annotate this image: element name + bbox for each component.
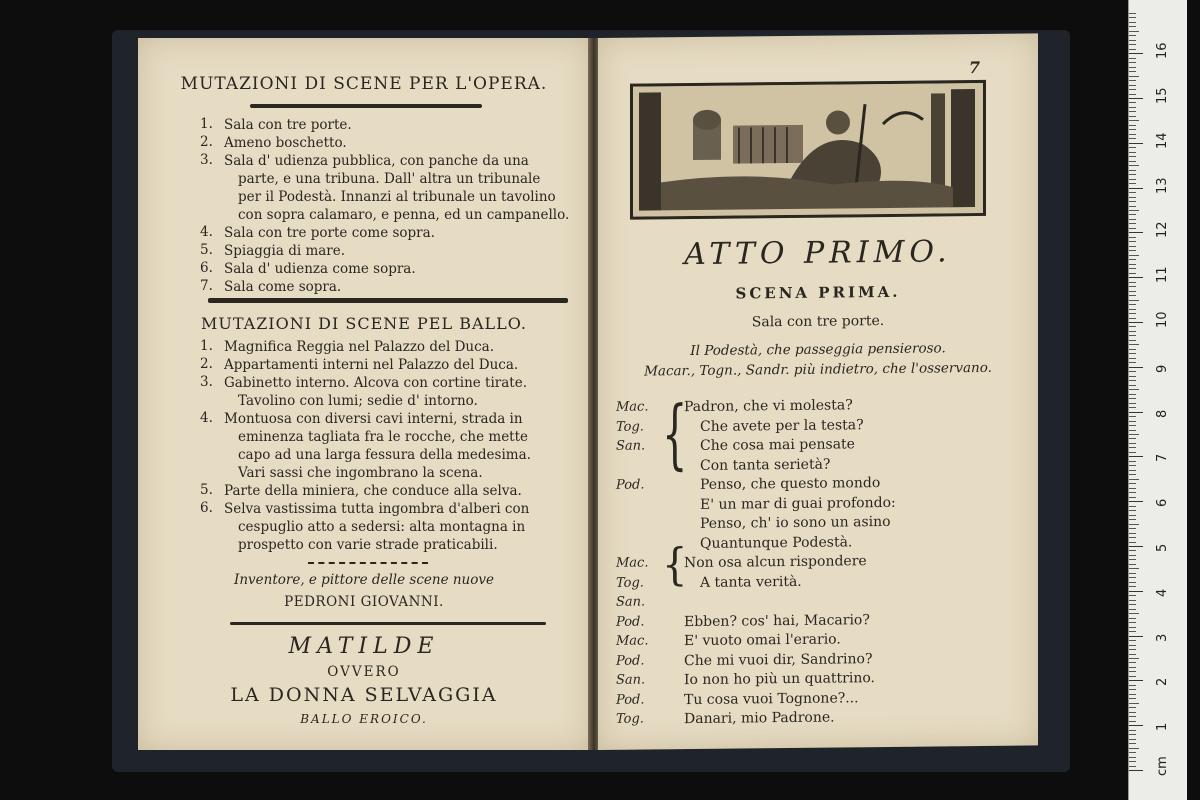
ruler-tick	[1129, 71, 1136, 72]
ruler-tick	[1129, 394, 1136, 395]
ruler-tick	[1129, 210, 1139, 211]
scene-number: 4.	[200, 410, 213, 426]
ruler-tick	[1129, 461, 1136, 462]
scene-description: Sala come sopra.	[224, 279, 342, 295]
ruler-tick	[1129, 111, 1136, 112]
ruler-tick	[1129, 49, 1136, 50]
scene-description: parte, e una tribuna. Dall' altra un tribunale	[238, 171, 541, 187]
scene-description: con sopra calamaro, e penna, ed un campanello.	[238, 207, 570, 223]
dialogue-line: Ebben? cos' hai, Macario?	[684, 611, 870, 630]
ruler-tick	[1129, 362, 1136, 363]
ruler-number: 13	[1155, 177, 1170, 194]
dialogue-line: Quantunque Podestà.	[700, 533, 853, 552]
ruler-tick	[1129, 358, 1136, 359]
ruler-tick	[1129, 542, 1136, 543]
speaker-label: Pod.	[616, 653, 645, 669]
ruler-tick	[1129, 568, 1139, 569]
ruler-number: 2	[1155, 678, 1170, 687]
dialogue-line: E' vuoto omai l'erario.	[684, 631, 841, 650]
ornament-rule	[250, 104, 482, 108]
ruler-tick	[1129, 295, 1136, 296]
dialogue-line: E' un mar di guai profondo:	[700, 494, 896, 513]
ruler-tick	[1129, 259, 1136, 260]
scene-description: Sala d' udienza come sopra.	[224, 261, 416, 277]
ruler-tick	[1129, 147, 1136, 148]
ruler-tick	[1129, 277, 1143, 278]
ruler-tick	[1129, 40, 1136, 41]
ruler-tick	[1129, 658, 1139, 659]
speaker-label: Mac.	[616, 633, 649, 649]
scene-description: eminenza tagliata fra le rocche, che mette	[238, 429, 529, 445]
ruler-tick	[1129, 367, 1143, 368]
ruler-tick	[1129, 125, 1136, 126]
ruler-tick	[1129, 430, 1136, 431]
ruler-tick	[1129, 107, 1136, 108]
speaker-label: Tog.	[616, 419, 644, 435]
ruler-tick	[1129, 703, 1139, 704]
ruler-tick	[1129, 89, 1136, 90]
ruler-tick	[1129, 586, 1136, 587]
ruler-tick	[1129, 152, 1136, 153]
ruler-tick	[1129, 770, 1143, 771]
speaker-label: Tog.	[616, 575, 644, 591]
ruler-tick	[1129, 757, 1136, 758]
ruler-tick	[1129, 76, 1139, 77]
ruler-tick	[1129, 595, 1136, 596]
ruler-tick	[1129, 573, 1136, 574]
ruler-tick	[1129, 241, 1136, 242]
ruler-number: 16	[1155, 42, 1170, 60]
ruler-tick	[1129, 654, 1136, 655]
ruler-number: 15	[1155, 87, 1170, 104]
scene-description: Spiaggia di mare.	[224, 243, 346, 259]
ruler-tick	[1129, 353, 1136, 354]
ruler-tick	[1129, 577, 1136, 578]
ruler-tick	[1129, 309, 1136, 310]
scene-number: 5.	[200, 482, 213, 498]
speaker-label: San.	[616, 594, 646, 610]
ruler-tick	[1129, 519, 1136, 520]
ruler-tick	[1129, 206, 1136, 207]
ruler-tick	[1129, 564, 1136, 565]
ballo-name: MATILDE	[288, 634, 440, 659]
stage-direction: Il Podestà, che passeggia pensieroso.	[690, 340, 946, 360]
ruler-tick	[1129, 694, 1136, 695]
inventor-line: Inventore, e pittore delle scene nuove	[233, 572, 494, 588]
ruler-tick	[1129, 53, 1143, 54]
scene-description: Parte della miniera, che conduce alla selva.	[224, 483, 522, 499]
scene-description: Selva vastissima tutta ingombra d'alberi con	[224, 501, 530, 517]
scene-number: 6.	[200, 260, 213, 276]
ruler-tick	[1129, 546, 1143, 547]
ruler-tick	[1129, 618, 1136, 619]
dialogue-line: Che avete per la testa?	[700, 416, 864, 435]
ruler-tick	[1129, 689, 1136, 690]
page-number: 7	[968, 57, 980, 78]
scene-number: 1.	[200, 116, 213, 132]
brace-symbol: {	[662, 539, 688, 591]
ruler-tick	[1129, 438, 1136, 439]
ruler-tick	[1129, 559, 1136, 560]
ruler-tick	[1129, 214, 1136, 215]
ruler-tick	[1129, 282, 1136, 283]
dialogue-line: Danari, mio Padrone.	[684, 709, 835, 728]
ruler-tick	[1129, 143, 1143, 144]
scene-number: 1.	[200, 338, 213, 354]
ornament-rule	[308, 562, 428, 564]
ruler-tick	[1129, 662, 1136, 663]
ruler-tick	[1129, 443, 1136, 444]
ruler-tick	[1129, 725, 1143, 726]
ruler-tick	[1129, 340, 1136, 341]
ruler-tick	[1129, 716, 1136, 717]
ruler-tick	[1129, 13, 1136, 14]
ruler-tick	[1129, 676, 1136, 677]
scene-description: Tavolino con lumi; sedie d' intorno.	[238, 393, 478, 409]
engraving-illustration	[633, 83, 983, 217]
scene-description: Vari sassi che ingombrano la scena.	[238, 465, 483, 481]
ruler-tick	[1129, 179, 1136, 180]
ruler-tick	[1129, 376, 1136, 377]
dialogue-line: Penso, ch' io sono un asino	[700, 513, 891, 532]
ruler-number: 7	[1155, 454, 1170, 463]
scene-description: cespuglio atto a sedersi: alta montagna in	[238, 519, 526, 535]
speaker-label: Pod.	[616, 614, 645, 630]
ruler-tick	[1129, 201, 1136, 202]
ruler-tick	[1129, 197, 1136, 198]
ruler-tick	[1129, 604, 1136, 605]
act-title: ATTO PRIMO.	[684, 234, 952, 273]
ruler-tick	[1129, 165, 1139, 166]
scene-number: 7.	[200, 278, 213, 294]
ruler-number: 3	[1155, 633, 1170, 642]
ruler-tick	[1129, 94, 1136, 95]
ruler-tick	[1129, 228, 1136, 229]
speaker-label: Tog.	[616, 711, 644, 727]
ruler-tick	[1129, 398, 1136, 399]
dialogue-line: A tanta verità.	[700, 573, 802, 591]
ruler-tick	[1129, 721, 1136, 722]
ruler-tick	[1129, 627, 1136, 628]
ruler-tick	[1129, 506, 1136, 507]
ruler-tick	[1129, 555, 1136, 556]
ruler-tick	[1129, 335, 1136, 336]
ovvero: OVVERO	[327, 664, 401, 680]
ruler-tick	[1129, 649, 1136, 650]
scene-number: 3.	[200, 152, 213, 168]
scene-description: per il Podestà. Innanzi al tribunale un tavolino	[238, 189, 556, 205]
ruler-tick	[1129, 685, 1136, 686]
ruler-tick	[1129, 344, 1139, 345]
scene-number: 2.	[200, 356, 213, 372]
stage-direction: Macar., Togn., Sandr. più indietro, che l'osservano.	[644, 359, 992, 380]
ruler-tick	[1129, 31, 1139, 32]
scene-number: 2.	[200, 134, 213, 150]
dialogue-line: Che cosa mai pensate	[700, 436, 855, 454]
ruler-tick	[1129, 645, 1136, 646]
ballo-scenes-heading: MUTAZIONI DI SCENE PEL BALLO.	[200, 314, 528, 333]
ruler-tick	[1129, 318, 1136, 319]
ruler-tick	[1129, 631, 1136, 632]
opera-scenes-heading: MUTAZIONI DI SCENE PER L'OPERA.	[180, 74, 548, 94]
scene-number: 3.	[200, 374, 213, 390]
ruler-number: 12	[1155, 221, 1170, 239]
scene-description: Magnifica Reggia nel Palazzo del Duca.	[224, 339, 495, 355]
ruler-tick	[1129, 380, 1136, 381]
ruler-tick	[1129, 22, 1136, 23]
brace-symbol: {	[662, 391, 688, 480]
ruler-tick	[1129, 246, 1136, 247]
dialogue-line: Io non ho più un quattrino.	[684, 670, 876, 689]
ruler-tick	[1129, 67, 1136, 68]
dialogue-line: Non osa alcun rispondere	[684, 553, 867, 572]
ruler-tick	[1129, 116, 1136, 117]
ruler-tick	[1129, 613, 1139, 614]
ruler-tick	[1129, 412, 1143, 413]
ruler-number: 8	[1155, 409, 1170, 418]
ruler-tick	[1129, 582, 1136, 583]
scene-description: Sala con tre porte come sopra.	[224, 225, 435, 241]
speaker-label: Pod.	[616, 692, 645, 708]
left-page	[138, 38, 592, 750]
ruler-tick	[1129, 416, 1136, 417]
ruler-tick	[1129, 85, 1136, 86]
ruler-tick	[1129, 492, 1136, 493]
ruler-number: 4	[1155, 588, 1170, 597]
ruler-tick	[1129, 474, 1136, 475]
ruler-tick	[1129, 174, 1136, 175]
ruler-tick	[1129, 712, 1136, 713]
ruler-tick	[1129, 170, 1136, 171]
ruler-tick	[1129, 640, 1136, 641]
ruler-tick	[1129, 533, 1136, 534]
scene-title: SCENA PRIMA.	[735, 282, 901, 303]
ruler-tick	[1129, 407, 1136, 408]
ruler-tick	[1129, 232, 1143, 233]
speaker-label: San.	[616, 672, 646, 688]
ruler-tick	[1129, 707, 1136, 708]
ballo-subtitle: LA DONNA SELVAGGIA	[230, 684, 498, 706]
ruler-tick	[1129, 237, 1136, 238]
ruler-tick	[1129, 752, 1136, 753]
ruler-number: 10	[1155, 311, 1170, 328]
dialogue-line: Padron, che vi molesta?	[684, 397, 853, 416]
ruler-tick	[1129, 120, 1139, 121]
ruler-number: 11	[1155, 266, 1170, 284]
ruler-tick	[1129, 698, 1136, 699]
ruler-tick	[1129, 156, 1136, 157]
ruler-number: 14	[1155, 132, 1170, 149]
ruler-tick	[1129, 591, 1143, 592]
speaker-label: Mac.	[616, 399, 649, 415]
ruler-tick	[1129, 331, 1136, 332]
ruler-tick	[1129, 456, 1143, 457]
ruler-tick	[1129, 192, 1136, 193]
ruler-tick	[1129, 134, 1136, 135]
ruler-tick	[1129, 35, 1136, 36]
ruler-tick	[1129, 510, 1136, 511]
speaker-label: Mac.	[616, 555, 649, 571]
ruler-tick	[1129, 17, 1136, 18]
ruler-tick	[1129, 385, 1136, 386]
scene-number: 6.	[200, 500, 213, 516]
ruler-tick	[1129, 138, 1136, 139]
ruler-tick	[1129, 748, 1139, 749]
ruler-number: 1	[1155, 722, 1170, 732]
ruler-tick	[1129, 273, 1136, 274]
dialogue-line: Penso, che questo mondo	[700, 475, 881, 493]
scene-description: Appartamenti interni nel Palazzo del Duca.	[224, 357, 519, 373]
ruler-tick	[1129, 447, 1136, 448]
ruler-tick	[1129, 501, 1143, 502]
ruler-tick	[1129, 322, 1143, 323]
ruler-tick	[1129, 425, 1136, 426]
ruler-tick	[1129, 479, 1139, 480]
ruler-tick	[1129, 255, 1139, 256]
ruler-tick	[1129, 291, 1136, 292]
scene-setting: Sala con tre porte.	[751, 313, 885, 331]
ruler-tick	[1129, 80, 1136, 81]
ruler-tick	[1129, 743, 1136, 744]
speaker-label: San.	[616, 438, 646, 454]
ruler-tick	[1129, 300, 1139, 301]
ruler-tick	[1129, 389, 1139, 390]
ruler-tick	[1129, 58, 1136, 59]
ruler-tick	[1129, 98, 1143, 99]
ruler-tick	[1129, 465, 1136, 466]
ruler-tick	[1129, 470, 1136, 471]
ruler-tick	[1129, 680, 1143, 681]
dialogue-line: Con tanta serietà?	[700, 456, 831, 474]
scene-description: Sala d' udienza pubblica, con panche da una	[224, 153, 529, 169]
ruler-tick	[1129, 349, 1136, 350]
ruler-tick	[1129, 734, 1136, 735]
ruler-tick	[1129, 609, 1136, 610]
ruler-tick	[1129, 102, 1136, 103]
measuring-ruler	[1128, 0, 1187, 800]
ruler-tick	[1129, 403, 1136, 404]
ruler-tick	[1129, 730, 1136, 731]
ruler-number: 6	[1155, 498, 1170, 508]
ruler-tick	[1129, 161, 1136, 162]
speaker-label: Pod.	[616, 477, 645, 493]
ruler-tick	[1129, 761, 1136, 762]
ruler-tick	[1129, 62, 1136, 63]
dialogue-line: Che mi vuoi dir, Sandrino?	[684, 650, 873, 669]
ruler-tick	[1129, 766, 1136, 767]
ruler-tick	[1129, 371, 1136, 372]
ruler-tick	[1129, 452, 1136, 453]
ballo-kind: BALLO EROICO.	[300, 712, 428, 726]
ruler-number: 9	[1155, 364, 1170, 373]
scene-description: capo ad una larga fessura della medesima.	[238, 447, 531, 463]
ruler-tick	[1129, 223, 1136, 224]
right-page	[598, 33, 1038, 750]
inventor-name: PEDRONI GIOVANNI.	[284, 594, 444, 610]
engraving-headpiece	[630, 80, 986, 220]
ruler-number: 5	[1155, 543, 1170, 552]
ruler-tick	[1129, 264, 1136, 265]
ornament-rule	[208, 298, 568, 303]
scene-description: Sala con tre porte.	[224, 117, 352, 133]
ruler-tick	[1129, 250, 1136, 251]
ruler-tick	[1129, 667, 1136, 668]
ruler-tick	[1129, 286, 1136, 287]
ruler-tick	[1129, 515, 1136, 516]
dialogue-line: Tu cosa vuoi Tognone?...	[684, 689, 859, 708]
ruler-tick	[1129, 268, 1136, 269]
ruler-number: cm	[1155, 756, 1170, 776]
ruler-tick	[1129, 550, 1136, 551]
ruler-tick	[1129, 421, 1136, 422]
ruler-tick	[1129, 524, 1139, 525]
ruler-tick	[1129, 188, 1143, 189]
ruler-tick	[1129, 434, 1139, 435]
ruler-tick	[1129, 739, 1136, 740]
ruler-tick	[1129, 488, 1136, 489]
ruler-tick	[1129, 26, 1136, 27]
ruler-tick	[1129, 497, 1136, 498]
scene-number: 4.	[200, 224, 213, 240]
scene-description: prospetto con varie strade praticabili.	[238, 537, 498, 553]
ruler-tick	[1129, 636, 1143, 637]
ruler-tick	[1129, 622, 1136, 623]
ruler-tick	[1129, 44, 1136, 45]
ruler-tick	[1129, 600, 1136, 601]
ruler-tick	[1129, 537, 1136, 538]
scene-number: 5.	[200, 242, 213, 258]
ruler-tick	[1129, 671, 1136, 672]
ruler-tick	[1129, 219, 1136, 220]
ruler-tick	[1129, 313, 1136, 314]
ornament-rule	[230, 622, 546, 625]
ruler-tick	[1129, 183, 1136, 184]
ruler-tick	[1129, 304, 1136, 305]
scene-description: Gabinetto interno. Alcova con cortine tirate.	[224, 375, 527, 391]
ruler-tick	[1129, 528, 1136, 529]
scene-description: Ameno boschetto.	[224, 135, 347, 151]
ruler-tick	[1129, 326, 1136, 327]
scene-description: Montuosa con diversi cavi interni, strada in	[224, 411, 523, 427]
ruler-tick	[1129, 129, 1136, 130]
ruler-tick	[1129, 483, 1136, 484]
